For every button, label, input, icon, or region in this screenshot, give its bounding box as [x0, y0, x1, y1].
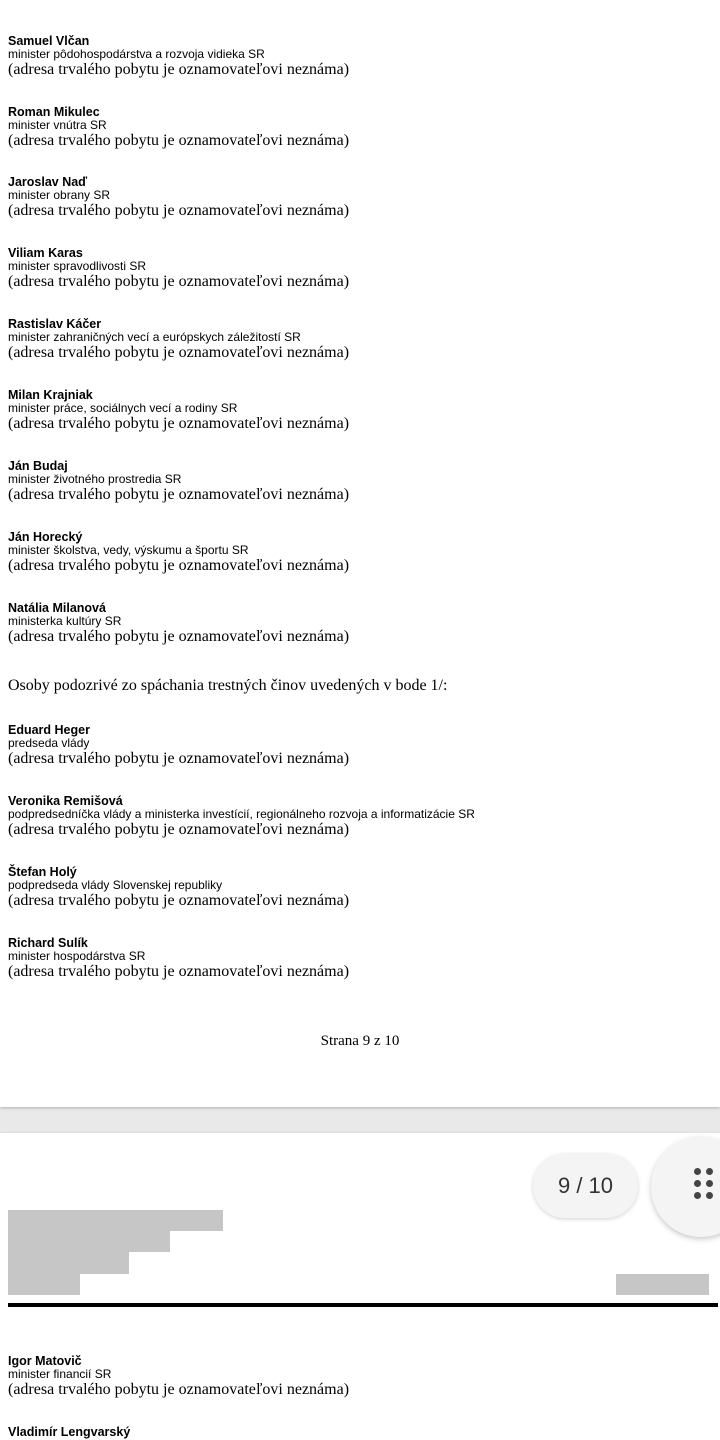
- entry-name: Rastislav Káčer: [8, 317, 102, 331]
- entry-eduard-heger: [8, 724, 708, 768]
- entry-address: (adresa trvalého pobytu je oznamovateľovi neznáma): [8, 273, 350, 290]
- entry-role: predseda vlády: [8, 736, 90, 750]
- entry-name: Natália Milanová: [8, 601, 106, 615]
- entry-address: (adresa trvalého pobytu je oznamovateľovi neznáma): [8, 486, 350, 503]
- entry-name: Vladimír Lengvarský: [8, 1425, 131, 1439]
- redaction-block: [8, 1231, 170, 1252]
- entry-address: (adresa trvalého pobytu je oznamovateľovi neznáma): [8, 750, 350, 767]
- entry-igor-matovic: [8, 1355, 708, 1399]
- entry-role: podpredsedníčka vlády a ministerka investícií, regionálneho rozvoja a informatizácie SR: [8, 807, 475, 821]
- entry-role: minister hospodárstva SR: [8, 949, 146, 963]
- entry-stefan-holy: [8, 866, 708, 910]
- entry-role: minister spravodlivosti SR: [8, 259, 147, 273]
- entry-address: (adresa trvalého pobytu je oznamovateľovi neznáma): [8, 344, 350, 361]
- entry-role: minister pôdohospodárstva a rozvoja vidieka SR: [8, 47, 265, 61]
- entry-name: Richard Sulík: [8, 936, 88, 950]
- entry-name: Štefan Holý: [8, 865, 77, 879]
- entry-role: minister práce, sociálnych vecí a rodiny SR: [8, 401, 238, 415]
- entry-jaroslav-nad: [8, 176, 708, 220]
- page-indicator[interactable]: 9 / 10: [533, 1154, 638, 1218]
- section-heading-suspects: Osoby podozrivé zo spáchania trestných činov uvedených v bode 1/:: [8, 677, 448, 694]
- entry-viliam-karas: [8, 247, 708, 291]
- entry-address: (adresa trvalého pobytu je oznamovateľovi neznáma): [8, 557, 350, 574]
- entry-veronika-remisova: [8, 795, 708, 839]
- entry-role: minister zahraničných vecí a európskych záležitostí SR: [8, 330, 301, 344]
- entry-role: minister životného prostredia SR: [8, 472, 182, 486]
- entry-name: Samuel Vlčan: [8, 34, 90, 48]
- entry-role: minister vnútra SR: [8, 118, 107, 132]
- entry-name: Jaroslav Naď: [8, 175, 88, 189]
- entry-name: Igor Matovič: [8, 1354, 82, 1368]
- entry-name: Eduard Heger: [8, 723, 90, 737]
- entry-jan-budaj: [8, 460, 708, 504]
- redaction-block: [8, 1274, 80, 1295]
- entry-address: (adresa trvalého pobytu je oznamovateľovi neznáma): [8, 61, 350, 78]
- page-footer: Strana 9 z 10: [320, 1033, 400, 1049]
- entry-richard-sulik: [8, 937, 708, 981]
- entry-address: (adresa trvalého pobytu je oznamovateľovi neznáma): [8, 202, 350, 219]
- entry-role: minister financií SR: [8, 1367, 112, 1381]
- redaction-block: [616, 1274, 709, 1295]
- redaction-block: [8, 1252, 129, 1274]
- entry-address: (adresa trvalého pobytu je oznamovateľovi neznáma): [8, 415, 350, 432]
- entry-roman-mikulec: [8, 106, 708, 150]
- header-rule: [8, 1303, 718, 1307]
- entry-samuel-vlcan: [8, 35, 708, 79]
- entry-name: Viliam Karas: [8, 246, 83, 260]
- redaction-block: [8, 1210, 223, 1231]
- entry-name: Veronika Remišová: [8, 794, 123, 808]
- entry-name: Ján Horecký: [8, 530, 83, 544]
- entry-address: (adresa trvalého pobytu je oznamovateľovi neznáma): [8, 132, 350, 149]
- entry-address: (adresa trvalého pobytu je oznamovateľovi neznáma): [8, 963, 350, 980]
- entry-address: (adresa trvalého pobytu je oznamovateľovi neznáma): [8, 628, 350, 645]
- entry-partial: [8, 1426, 708, 1439]
- entry-name: Ján Budaj: [8, 459, 68, 473]
- entry-address: (adresa trvalého pobytu je oznamovateľovi neznáma): [8, 1381, 350, 1398]
- entry-natalia-milanova: [8, 602, 708, 646]
- entry-role: minister školstva, vedy, výskumu a športu SR: [8, 543, 249, 557]
- entry-address: (adresa trvalého pobytu je oznamovateľovi neznáma): [8, 892, 350, 909]
- entry-milan-krajniak: [8, 389, 708, 433]
- entry-jan-horecky: [8, 531, 708, 575]
- entry-role: minister obrany SR: [8, 188, 111, 202]
- entry-rastislav-kacer: [8, 318, 708, 362]
- entry-role: ministerka kultúry SR: [8, 614, 122, 628]
- entry-name: Roman Mikulec: [8, 105, 100, 119]
- entry-name: Milan Krajniak: [8, 388, 93, 402]
- entry-address: (adresa trvalého pobytu je oznamovateľovi neznáma): [8, 821, 350, 838]
- entry-role: podpredseda vlády Slovenskej republiky: [8, 878, 223, 892]
